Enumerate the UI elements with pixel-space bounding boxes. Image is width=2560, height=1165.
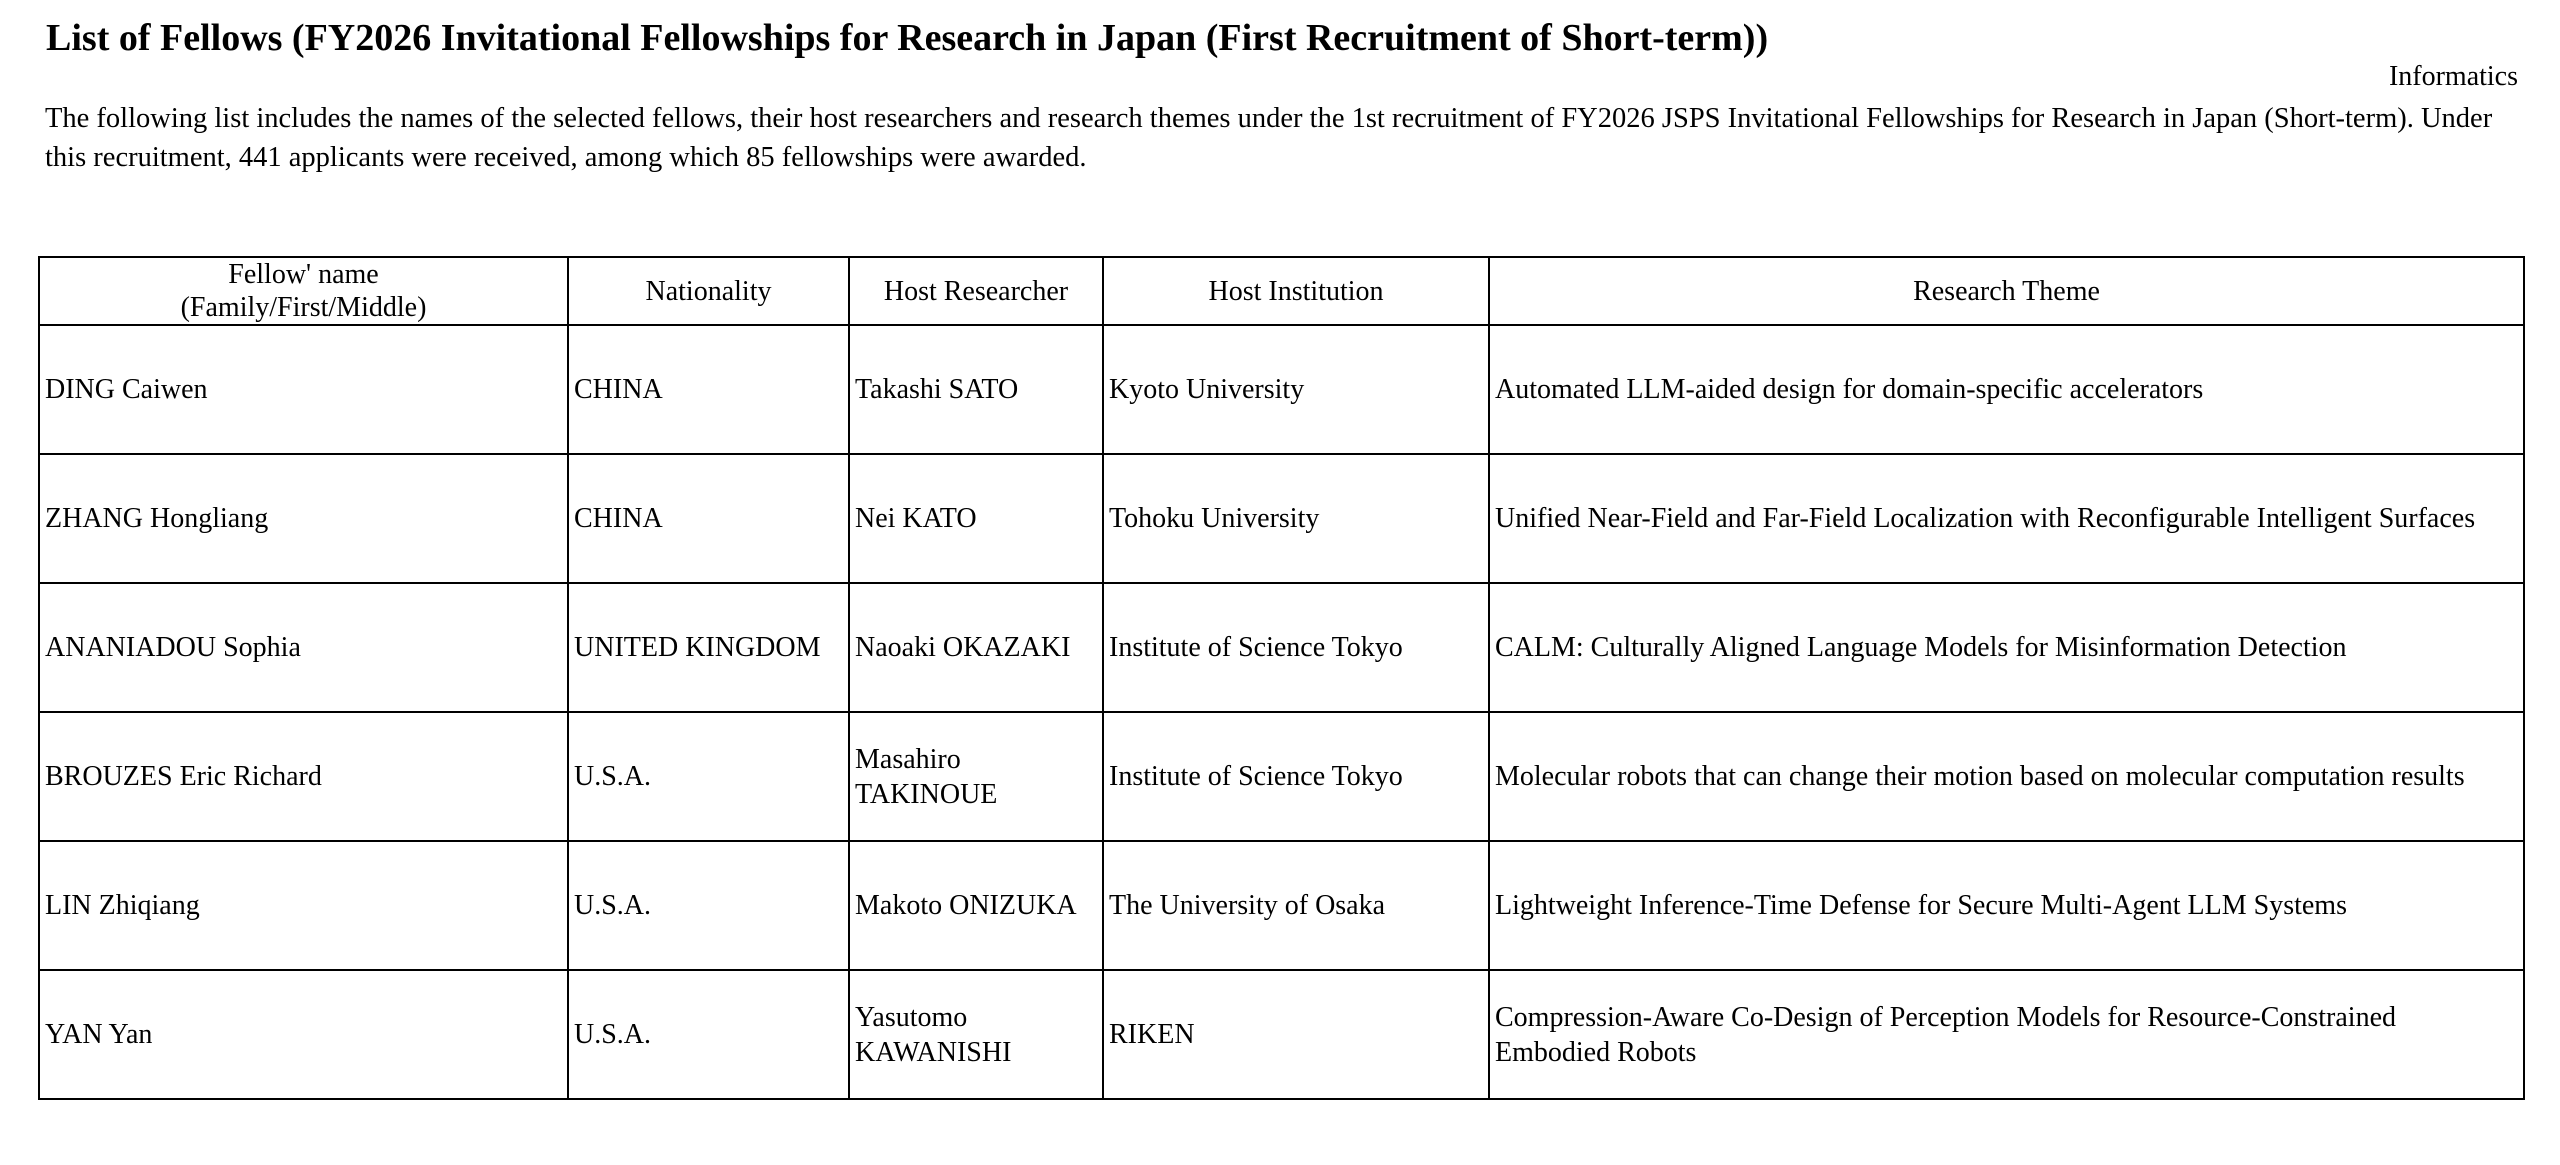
cell-fellow-name: ANANIADOU Sophia — [39, 583, 568, 712]
cell-nationality: UNITED KINGDOM — [568, 583, 849, 712]
cell-nationality: CHINA — [568, 454, 849, 583]
cell-host-researcher: Takashi SATO — [849, 325, 1103, 454]
cell-host-institution: Kyoto University — [1103, 325, 1489, 454]
column-header-fellow-name — [39, 257, 568, 325]
table-row — [39, 970, 2524, 1099]
column-header-host-institution: Host Institution — [1103, 257, 1489, 325]
cell-nationality: U.S.A. — [568, 841, 849, 970]
cell-host-institution: RIKEN — [1103, 970, 1489, 1099]
cell-research-theme: Molecular robots that can change their motion based on molecular computation results — [1489, 712, 2524, 841]
column-header-nationality: Nationality — [568, 257, 849, 325]
fellows-table — [38, 256, 2525, 1100]
column-header-host-researcher: Host Researcher — [849, 257, 1103, 325]
table-row — [39, 454, 2524, 583]
cell-research-theme: Compression-Aware Co-Design of Perception Models for Resource-Constrained Embodied Robots — [1489, 970, 2524, 1099]
cell-host-institution: Tohoku University — [1103, 454, 1489, 583]
cell-host-researcher: Masahiro TAKINOUE — [849, 712, 1103, 841]
table-row — [39, 325, 2524, 454]
cell-host-researcher: Naoaki OKAZAKI — [849, 583, 1103, 712]
cell-nationality: U.S.A. — [568, 712, 849, 841]
cell-research-theme: CALM: Culturally Aligned Language Models for Misinformation Detection — [1489, 583, 2524, 712]
intro-paragraph: The following list includes the names of the selected fellows, their host researchers and research themes under the 1st recruitment of FY2026 JSPS Invitational Fellowships for Research in Japan (Short-term). Under this recruitment, 441 applicants were received, among which 85 fellowships were awarded. — [45, 103, 2493, 173]
cell-host-researcher: Nei KATO — [849, 454, 1103, 583]
cell-fellow-name: DING Caiwen — [39, 325, 568, 454]
cell-nationality: U.S.A. — [568, 970, 849, 1099]
cell-host-researcher: Makoto ONIZUKA — [849, 841, 1103, 970]
table-row — [39, 841, 2524, 970]
cell-host-institution: Institute of Science Tokyo — [1103, 712, 1489, 841]
cell-host-researcher: Yasutomo KAWANISHI — [849, 970, 1103, 1099]
column-header-fellow-name-line1: Fellow' name — [228, 259, 379, 290]
cell-host-institution: The University of Osaka — [1103, 841, 1489, 970]
table-header-row — [39, 257, 2524, 325]
cell-fellow-name: LIN Zhiqiang — [39, 841, 568, 970]
cell-research-theme: Unified Near-Field and Far-Field Localization with Reconfigurable Intelligent Surfaces — [1489, 454, 2524, 583]
cell-host-institution: Institute of Science Tokyo — [1103, 583, 1489, 712]
field-category: Informatics — [2388, 61, 2518, 92]
cell-research-theme: Lightweight Inference-Time Defense for Secure Multi-Agent LLM Systems — [1489, 841, 2524, 970]
column-header-fellow-name-line2: (Family/First/Middle) — [180, 292, 427, 323]
cell-fellow-name: ZHANG Hongliang — [39, 454, 568, 583]
column-header-research-theme: Research Theme — [1489, 257, 2524, 325]
cell-nationality: CHINA — [568, 325, 849, 454]
cell-research-theme: Automated LLM-aided design for domain-specific accelerators — [1489, 325, 2524, 454]
cell-fellow-name: BROUZES Eric Richard — [39, 712, 568, 841]
table-row — [39, 583, 2524, 712]
table-row — [39, 712, 2524, 841]
cell-fellow-name: YAN Yan — [39, 970, 568, 1099]
page-title: List of Fellows (FY2026 Invitational Fellowships for Research in Japan (First Recruitment of Short-term)) — [46, 17, 1769, 59]
